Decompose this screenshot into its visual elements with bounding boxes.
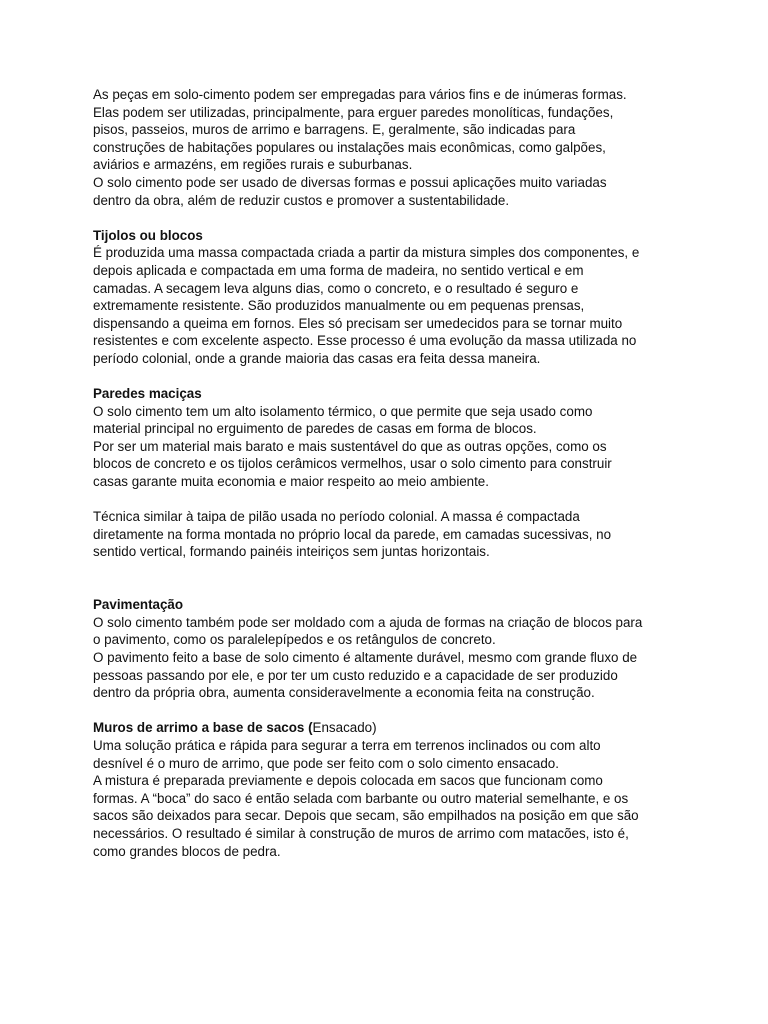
spacer	[93, 561, 693, 596]
section-heading-bold: Muros de arrimo a base de sacos (	[93, 720, 313, 736]
text-line: resistentes e com excelente aspecto. Esse processo é uma evolução da massa utilizada no	[93, 333, 637, 349]
text-line: o pavimento, como os paralelepípedos e os retângulos de concreto.	[93, 632, 496, 648]
intro-paragraph	[93, 86, 693, 209]
text-line: material principal no erguimento de paredes de casas em forma de blocos.	[93, 421, 537, 437]
section-heading: Pavimentação	[93, 597, 184, 613]
section-heading: Tijolos ou blocos	[93, 227, 203, 243]
document-page	[93, 86, 693, 860]
text-line: O pavimento feito a base de solo cimento é altamente durável, mesmo com grande fluxo de	[93, 650, 638, 665]
text-line: O solo cimento também pode ser moldado com a ajuda de formas na criação de blocos para	[93, 614, 643, 630]
text-line: Elas podem ser utilizadas, principalmente, para erguer paredes monolíticas, fundações,	[93, 104, 614, 120]
text-line: desnível é o muro de arrimo, que pode ser feito com o solo cimento ensacado.	[93, 755, 559, 771]
section-paredes	[93, 385, 693, 561]
text-line: aviários e armazéns, em regiões rurais e suburbanas.	[93, 157, 413, 173]
text-line: Técnica similar à taipa de pilão usada no período colonial. A massa é compactada	[93, 509, 580, 525]
text-line: como grandes blocos de pedra.	[93, 843, 281, 859]
text-line: Por ser um material mais barato e mais sustentável do que as outras opções, como os	[93, 438, 607, 454]
text-line: dentro da obra, além de reduzir custos e promover a sustentabilidade.	[93, 192, 510, 208]
text-line: casas garante muita economia e maior respeito ao meio ambiente.	[93, 474, 489, 490]
text-line: extremamente resistente. São produzidos manualmente ou em pequenas prensas,	[93, 298, 585, 314]
section-pavimentacao	[93, 596, 693, 702]
spacer	[93, 368, 693, 386]
text-line: depois aplicada e compactada em uma forma de madeira, no sentido vertical e em	[93, 262, 584, 278]
text-line: Uma solução prática e rápida para segurar a terra em terrenos inclinados ou com alto	[93, 737, 601, 753]
section-tijolos	[93, 227, 693, 368]
text-line: pessoas passando por ele, e por ter um custo reduzido e a capacidade de ser produzido	[93, 667, 618, 683]
text-line: diretamente na forma montada no próprio local da parede, em camadas sucessivas, no	[93, 526, 612, 542]
spacer	[93, 209, 693, 227]
spacer	[93, 702, 693, 720]
text-line: período colonial, onde a grande maioria das casas era feita dessa maneira.	[93, 350, 541, 366]
text-line: As peças em solo-cimento podem ser empregadas para vários fins e de inúmeras formas.	[93, 87, 627, 102]
text-line: O solo cimento pode ser usado de diversas formas e possui aplicações muito variadas	[93, 174, 607, 190]
text-line: dentro da própria obra, aumenta consideravelmente a economia feita na construção.	[93, 685, 595, 701]
spacer	[93, 491, 693, 509]
text-line: necessários. O resultado é similar à construção de muros de arrimo com matacões, isto é,	[93, 825, 629, 841]
section-muros	[93, 719, 693, 860]
text-line: camadas. A secagem leva alguns dias, como o concreto, e o resultado é seguro e	[93, 280, 579, 296]
text-line: O solo cimento tem um alto isolamento térmico, o que permite que seja usado como	[93, 403, 593, 419]
text-line: blocos de concreto e os tijolos cerâmicos vermelhos, usar o solo cimento para construir	[93, 456, 612, 472]
text-line: construções de habitações populares ou instalações mais econômicas, como galpões,	[93, 139, 606, 155]
text-line: formas. A “boca” do saco é então selada com barbante ou outro material semelhante, e os	[93, 790, 629, 806]
text-line: sentido vertical, formando painéis inteiriços sem juntas horizontais.	[93, 544, 490, 560]
text-line: pisos, passeios, muros de arrimo e barragens. E, geralmente, são indicadas para	[93, 122, 576, 138]
text-line: A mistura é preparada previamente e depois colocada em sacos que funcionam como	[93, 773, 603, 789]
section-heading: Paredes maciças	[93, 386, 202, 402]
section-heading-normal: Ensacado)	[312, 720, 377, 736]
section-heading	[93, 719, 693, 737]
text-line: sacos são deixados para secar. Depois que secam, são empilhados na posição em que são	[93, 808, 639, 824]
text-line: dispensando a queima em fornos. Eles só precisam ser umedecidos para se tornar muito	[93, 315, 623, 331]
text-line: É produzida uma massa compactada criada a partir da mistura simples dos componentes, e	[93, 245, 640, 261]
